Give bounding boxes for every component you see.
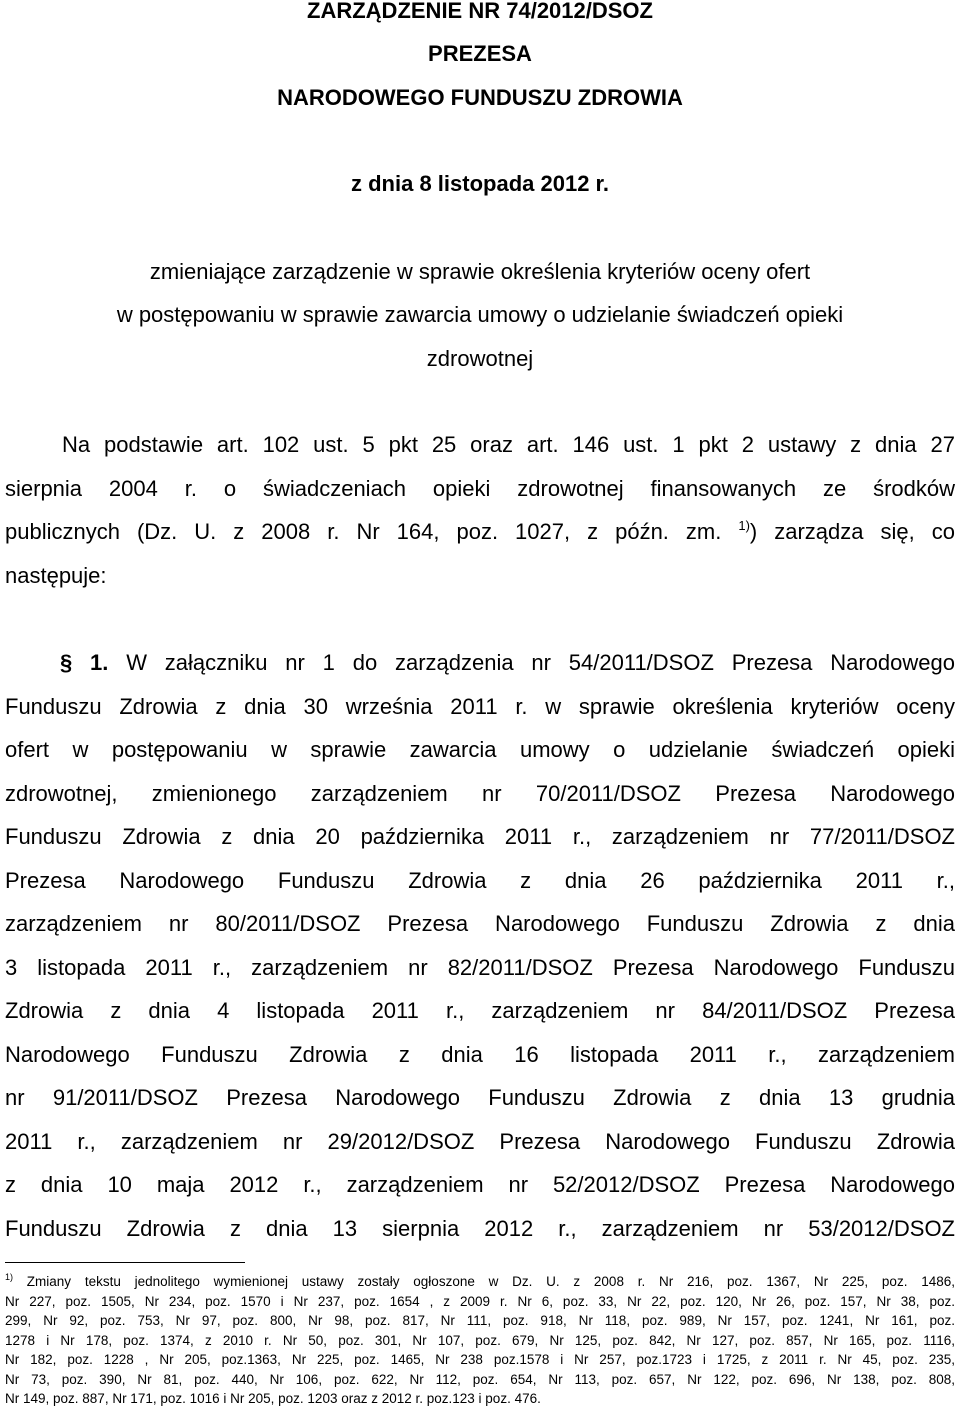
issuer-line-nfz: NARODOWEGO FUNDUSZU ZDROWIA xyxy=(277,85,683,110)
section-1-line: 2011 r., zarządzeniem nr 29/2012/DSOZ Prezesa Narodowego Funduszu Zdrowia xyxy=(5,1129,955,1154)
footnote-line xyxy=(5,1274,955,1290)
section-1-line: Prezesa Narodowego Funduszu Zdrowia z dnia 26 października 2011 r., xyxy=(5,868,955,893)
footnote-reference: 1) xyxy=(738,518,750,533)
section-mark: § 1. xyxy=(60,650,109,675)
preamble-line: Na podstawie art. 102 ust. 5 pkt 25 oraz art. 146 ust. 1 pkt 2 ustawy z dnia 27 xyxy=(62,432,955,457)
section-1-line: 3 listopada 2011 r., zarządzeniem nr 82/2011/DSOZ Prezesa Narodowego Funduszu xyxy=(5,955,955,980)
preamble-line: następuje: xyxy=(5,563,107,588)
ordinance-date: z dnia 8 listopada 2012 r. xyxy=(351,171,609,196)
footnote-line: Nr 182, poz. 1228 , Nr 205, poz.1363, Nr 225, poz. 1465, Nr 238 poz.1578 i Nr 257, poz.1723 i 1725, z 2011 r. Nr 45, poz. 235, xyxy=(5,1352,955,1367)
section-1-line: ofert w postępowaniu w sprawie zawarcia umowy o udzielanie świadczeń opieki xyxy=(5,737,955,762)
subject-line: zmieniające zarządzenie w sprawie określenia kryteriów oceny ofert xyxy=(149,259,811,284)
section-1-line: Narodowego Funduszu Zdrowia z dnia 16 listopada 2011 r., zarządzeniem xyxy=(5,1042,955,1067)
section-1-line: Funduszu Zdrowia z dnia 30 września 2011 r. w sprawie określenia kryteriów oceny xyxy=(5,694,955,719)
subject-line: zdrowotnej xyxy=(426,346,534,371)
footnote-marker: 1) xyxy=(5,1272,14,1282)
section-1-line: zdrowotnej, zmienionego zarządzeniem nr 70/2011/DSOZ Prezesa Narodowego xyxy=(5,781,955,806)
footnote-line: Nr 73, poz. 390, Nr 81, poz. 440, Nr 106, poz. 622, Nr 112, poz. 654, Nr 113, poz. 657, Nr 122, poz. 696, Nr 138, poz. 808, xyxy=(5,1371,955,1387)
section-1-first-line xyxy=(60,650,955,676)
footnote-line: Nr 227, poz. 1505, Nr 234, poz. 1570 i Nr 237, poz. 1654 , z 2009 r. Nr 6, poz. 33, Nr 22, poz. 120, Nr 26, poz. 157, Nr 38, poz. xyxy=(5,1293,955,1309)
footnote-text: Zmiany tekstu jednolitego wymienionej ustawy zostały ogłoszone w Dz. U. z 2008 r. Nr 216, poz. 1367, Nr 225, poz. 1486, xyxy=(26,1274,955,1289)
footnote-separator xyxy=(5,1262,245,1263)
preamble-line: sierpnia 2004 r. o świadczeniach opieki zdrowotnej finansowanych ze środków xyxy=(5,476,955,501)
issuer-line-president: PREZESA xyxy=(428,41,532,66)
ordinance-title: ZARZĄDZENIE NR 74/2012/DSOZ xyxy=(307,0,653,23)
subject-line: w postępowaniu w sprawie zawarcia umowy o udzielanie świadczeń opieki xyxy=(116,302,844,327)
section-1-text: W załączniku nr 1 do zarządzenia nr 54/2011/DSOZ Prezesa Narodowego xyxy=(126,650,955,675)
section-1-line: zarządzeniem nr 80/2011/DSOZ Prezesa Narodowego Funduszu Zdrowia z dnia xyxy=(5,911,955,936)
footnote-line: 299, Nr 92, poz. 753, Nr 97, poz. 800, Nr 98, poz. 817, Nr 111, poz. 918, Nr 118, poz. 989, Nr 157, poz. 1241, Nr 161, poz. xyxy=(5,1313,955,1328)
section-1-line: z dnia 10 maja 2012 r., zarządzeniem nr 52/2012/DSOZ Prezesa Narodowego xyxy=(5,1172,955,1197)
footnote-line: 1278 i Nr 178, poz. 1374, z 2010 r. Nr 50, poz. 301, Nr 107, poz. 679, Nr 125, poz. 842, Nr 127, poz. 857, Nr 165, poz. 1116, xyxy=(5,1332,955,1348)
preamble-text: ) zarządza się, co xyxy=(749,519,955,544)
preamble-line xyxy=(5,519,955,545)
section-1-line: Funduszu Zdrowia z dnia 13 sierpnia 2012 r., zarządzeniem nr 53/2012/DSOZ xyxy=(5,1216,955,1241)
footnote-line: Nr 149, poz. 887, Nr 171, poz. 1016 i Nr 205, poz. 1203 oraz z 2012 r. poz.123 i poz. 476. xyxy=(5,1391,541,1406)
preamble-text: publicznych (Dz. U. z 2008 r. Nr 164, poz. 1027, z późn. zm. xyxy=(5,519,722,544)
section-1-line: Zdrowia z dnia 4 listopada 2011 r., zarządzeniem nr 84/2011/DSOZ Prezesa xyxy=(5,998,955,1023)
section-1-line: Funduszu Zdrowia z dnia 20 października 2011 r., zarządzeniem nr 77/2011/DSOZ xyxy=(5,824,955,849)
section-1-line: nr 91/2011/DSOZ Prezesa Narodowego Funduszu Zdrowia z dnia 13 grudnia xyxy=(5,1085,955,1110)
